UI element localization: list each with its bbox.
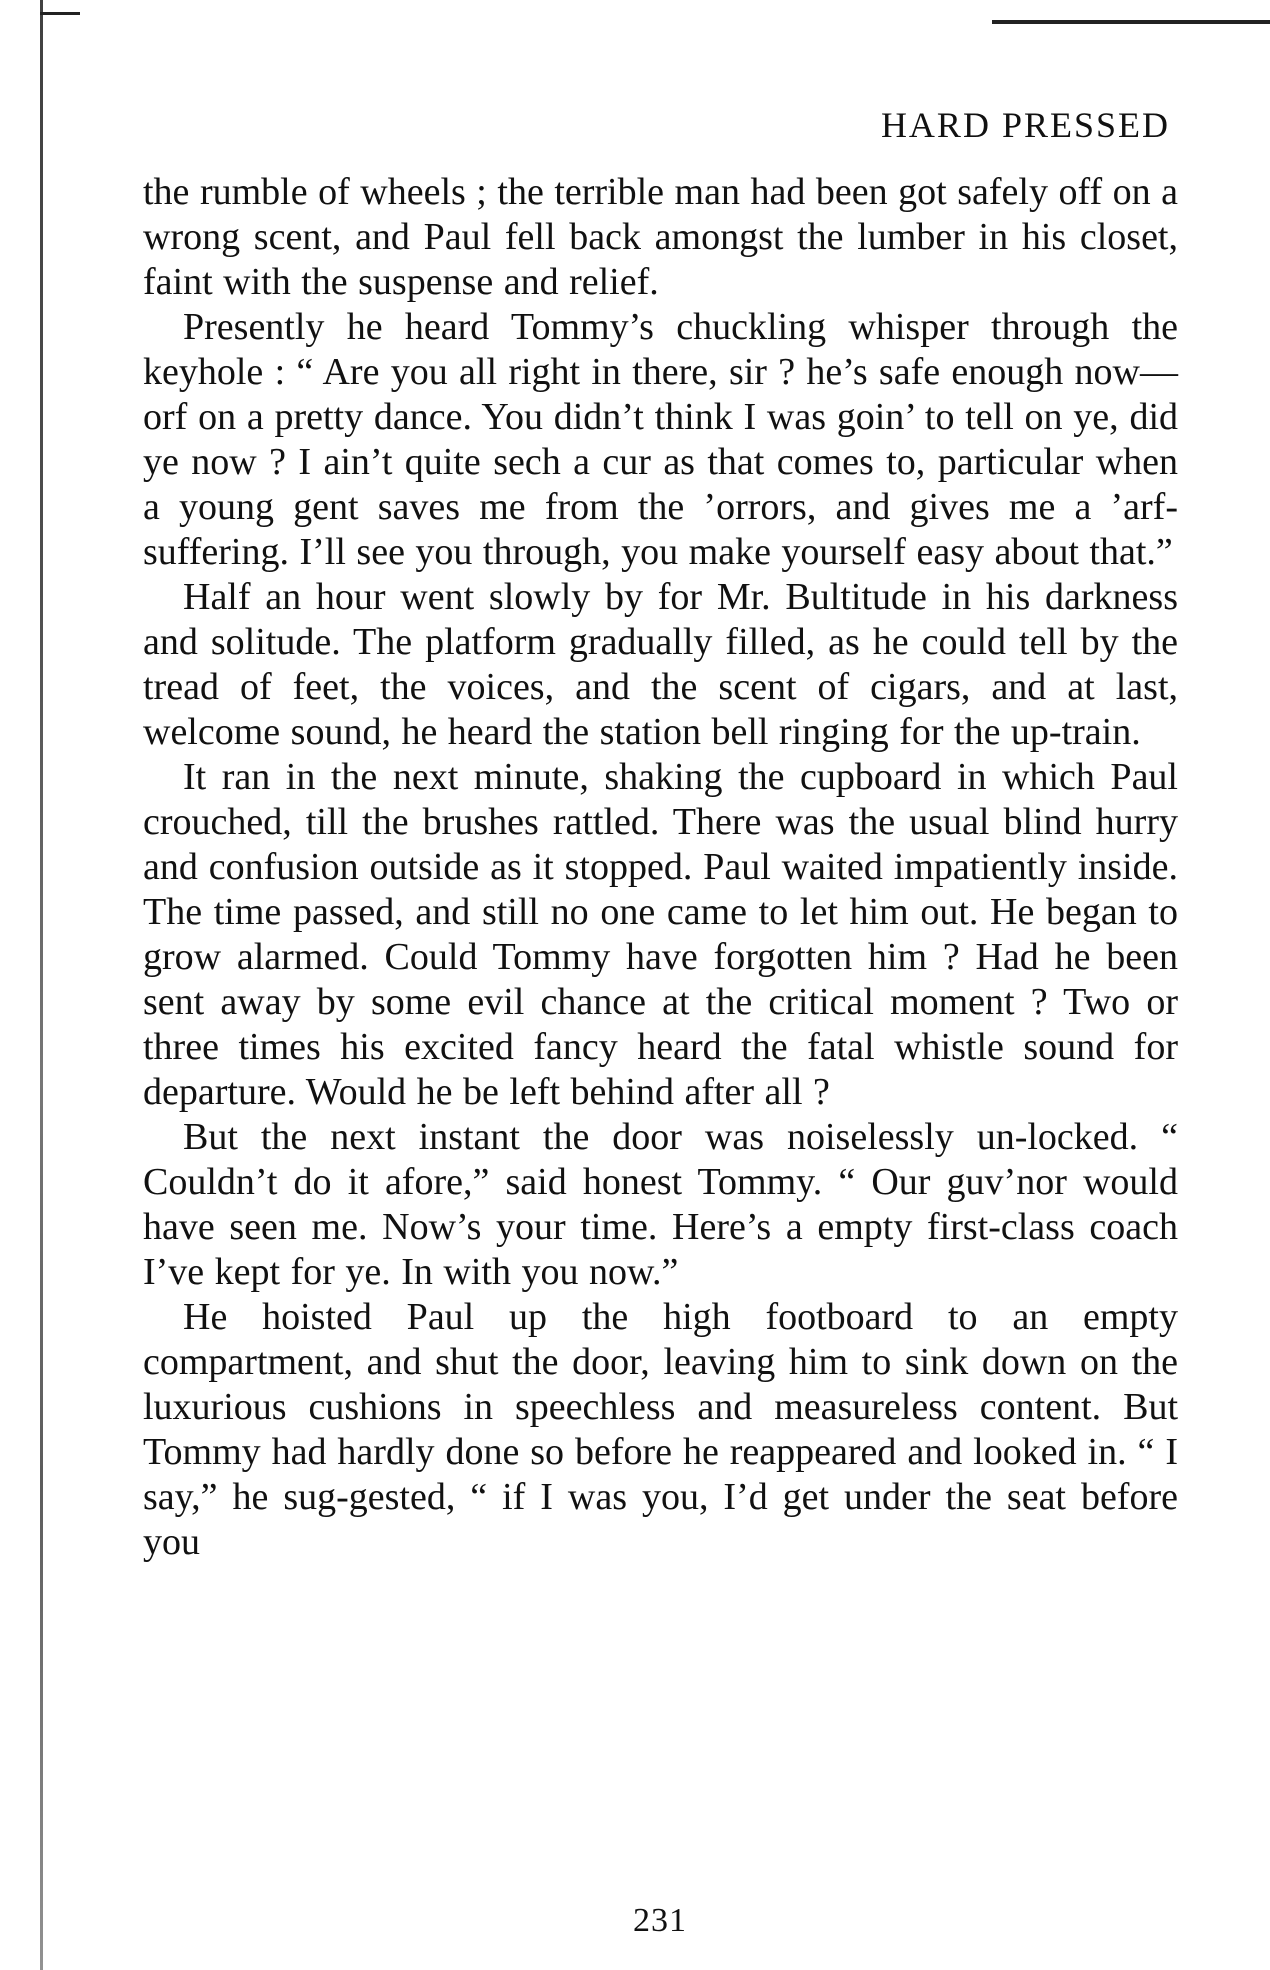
- paragraph-4: It ran in the next minute, shaking the cupboard in which Paul crouched, till the brushes rattled. There was the usual blind hurry and confusion outside as it stopped. Paul waited impatiently inside. The time passed, and still no one came to let him out. He began to grow alarmed. Could Tommy have forgotten him ? Had he been sent away by some evil chance at the critical moment ? Two or three times his excited fancy heard the fatal whistle sound for departure. Would he be left behind after all ?: [143, 756, 1178, 1113]
- running-head: HARD PRESSED: [880, 105, 1170, 145]
- body-text: [143, 170, 1178, 1565]
- paragraph-5: But the next instant the door was noiselessly un-locked. “ Couldn’t do it afore,” said honest Tommy. “ Our guv’nor would have seen me. Now’s your time. Here’s a empty first-class coach I’ve kept for ye. In with you now.”: [143, 1116, 1178, 1293]
- page-binding-edge: [40, 0, 43, 1970]
- page-corner-mark: [40, 12, 80, 15]
- header-rule: [992, 20, 1270, 24]
- paragraph-2: Presently he heard Tommy’s chuckling whisper through the keyhole : “ Are you all right in there, sir ? he’s safe enough now—orf on a pretty dance. You didn’t think I was goin’ to tell on ye, did ye now ? I ain’t quite sech a cur as that comes to, particular when a young gent saves me from the ’orrors, and gives me a ’arf-suffering. I’ll see you through, you make yourself easy about that.”: [143, 306, 1178, 573]
- page-number: 231: [633, 1902, 687, 1939]
- paragraph-6: He hoisted Paul up the high footboard to an empty compartment, and shut the door, leaving him to sink down on the luxurious cushions in speechless and measureless content. But Tommy had hardly done so before he reappeared and looked in. “ I say,” he sug-gested, “ if I was you, I’d get under the seat before you: [143, 1296, 1178, 1563]
- paragraph-3: Half an hour went slowly by for Mr. Bultitude in his darkness and solitude. The platform gradually filled, as he could tell by the tread of feet, the voices, and the scent of cigars, and at last, welcome sound, he heard the station bell ringing for the up-train.: [143, 576, 1178, 753]
- paragraph-1: the rumble of wheels ; the terrible man had been got safely off on a wrong scent, and Paul fell back amongst the lumber in his closet, faint with the suspense and relief.: [143, 171, 1178, 303]
